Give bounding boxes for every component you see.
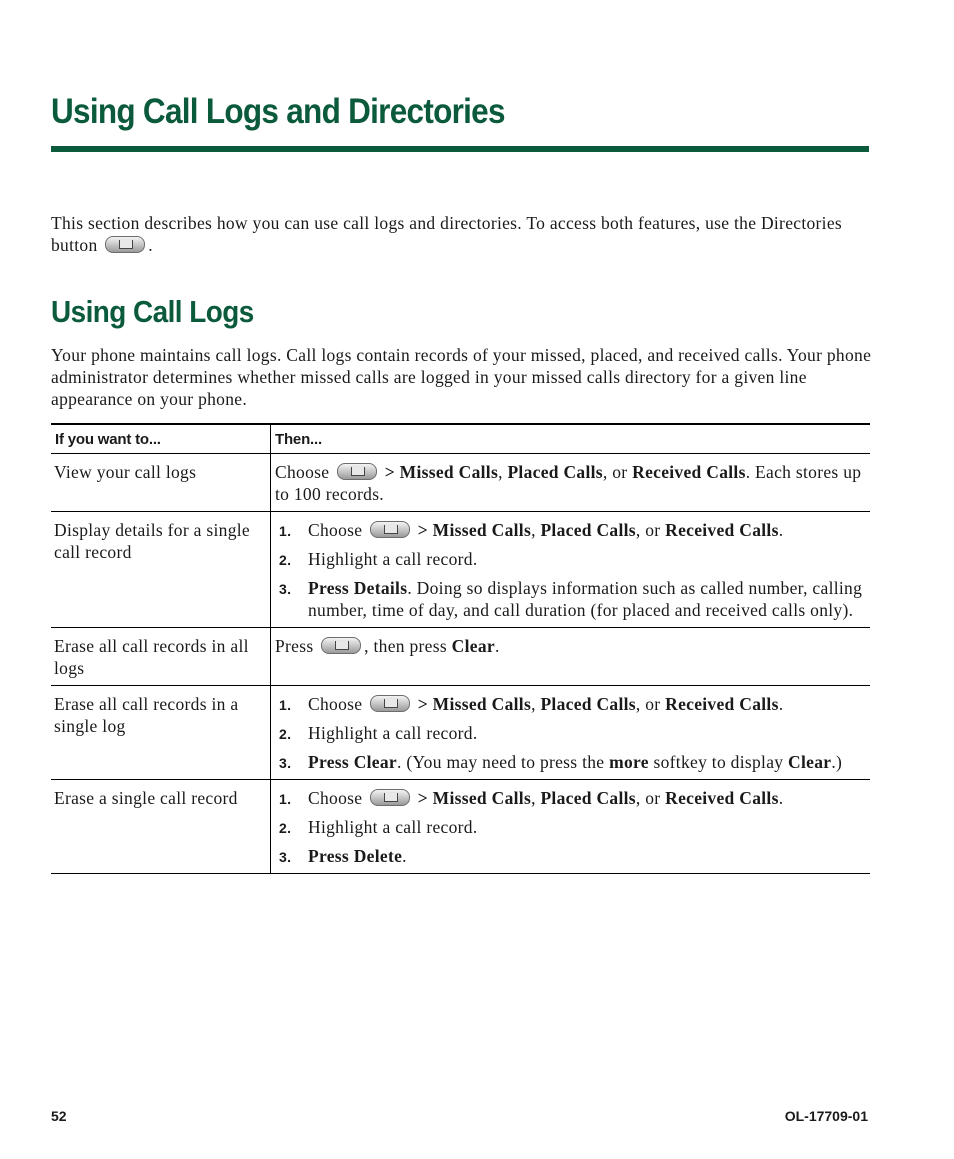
row-task: Erase all call records in all logs: [51, 628, 271, 686]
page-number: 52: [51, 1108, 67, 1124]
directories-button-icon: [370, 521, 410, 538]
step-item: [275, 693, 866, 715]
directories-button-icon: [370, 789, 410, 806]
gt-text: >: [417, 788, 428, 808]
step-number: 3.: [279, 755, 292, 771]
press-delete-text: Press Delete: [308, 846, 403, 866]
step-number: 1.: [279, 791, 292, 807]
comma: ,: [531, 694, 536, 714]
table-row: [51, 686, 870, 780]
step-number: 2.: [279, 726, 292, 742]
step-item: [275, 548, 866, 570]
row-action: [271, 780, 871, 874]
table-row: [51, 512, 870, 628]
step-item: [275, 519, 866, 541]
step-list: [275, 693, 866, 773]
period: .: [778, 694, 784, 714]
highlight-text: Highlight a call record.: [308, 549, 478, 569]
step-item: [275, 751, 866, 773]
row-task: View your call logs: [51, 454, 271, 512]
then-press-text: , then press: [364, 636, 447, 656]
step-item: [275, 816, 866, 838]
comma: ,: [531, 788, 536, 808]
row-task: Erase a single call record: [51, 780, 271, 874]
missed-calls-text: Missed Calls: [432, 520, 532, 540]
received-calls-text: Received Calls: [665, 520, 779, 540]
header-if-you-want: If you want to...: [51, 424, 271, 454]
closing-paren: .): [831, 752, 843, 772]
missed-calls-text: Missed Calls: [399, 462, 499, 482]
table-row: [51, 780, 870, 874]
row-action: [271, 686, 871, 780]
step-number: 1.: [279, 697, 292, 713]
choose-text: Choose: [308, 520, 363, 540]
step-item: [275, 722, 866, 744]
period: .: [494, 636, 500, 656]
table-row: [51, 628, 870, 686]
row-task: Display details for a single call record: [51, 512, 271, 628]
section-title: Using Call Logs: [51, 294, 254, 329]
step-number: 3.: [279, 581, 292, 597]
table-header-row: [51, 424, 870, 454]
page-title: Using Call Logs and Directories: [51, 92, 505, 131]
directories-button-icon: [337, 463, 377, 480]
highlight-text: Highlight a call record.: [308, 723, 478, 743]
missed-calls-text: Missed Calls: [432, 788, 532, 808]
press-text: Press: [275, 636, 314, 656]
step-number: 3.: [279, 849, 292, 865]
intro-paragraph: [51, 212, 871, 256]
directories-button-icon: [105, 236, 145, 253]
placed-calls-text: Placed Calls: [540, 520, 636, 540]
step-list: [275, 787, 866, 867]
press-clear-text: Press Clear: [308, 752, 397, 772]
gt-text: >: [417, 520, 428, 540]
step-number: 2.: [279, 552, 292, 568]
title-rule: [51, 146, 869, 152]
press-details-text: Press Details: [308, 578, 408, 598]
row-action: [271, 512, 871, 628]
received-calls-text: Received Calls: [632, 462, 746, 482]
directories-button-icon: [321, 637, 361, 654]
period: .: [402, 846, 407, 866]
intro-end: .: [148, 235, 153, 255]
comma: ,: [531, 520, 536, 540]
clear-text: Clear: [451, 636, 495, 656]
period: .: [778, 788, 784, 808]
or-text: , or: [635, 694, 661, 714]
document-id: OL-17709-01: [784, 1108, 868, 1124]
placed-calls-text: Placed Calls: [540, 694, 636, 714]
step-item: [275, 577, 866, 621]
table-row: [51, 454, 870, 512]
placed-calls-text: Placed Calls: [540, 788, 636, 808]
intro-text: This section describes how you can use call logs and directories. To access both features, use the Directories button: [51, 213, 843, 255]
placed-calls-text: Placed Calls: [507, 462, 603, 482]
step-list: [275, 519, 866, 621]
choose-text: Choose: [308, 788, 363, 808]
step-number: 2.: [279, 820, 292, 836]
choose-text: Choose: [308, 694, 363, 714]
step-item: [275, 787, 866, 809]
more-softkey-text: more: [609, 752, 649, 772]
period: .: [778, 520, 784, 540]
comma: ,: [498, 462, 503, 482]
section-paragraph: Your phone maintains call logs. Call logs contain records of your missed, placed, and received calls. Your phone administrator determines whether missed calls are logged in your missed calls directory for a given line appearance on your phone.: [51, 345, 872, 409]
highlight-text: Highlight a call record.: [308, 817, 478, 837]
step-item: [275, 845, 866, 867]
gt-text: >: [417, 694, 428, 714]
each-stores-text: . Each stores up to 100 records.: [275, 462, 862, 504]
missed-calls-text: Missed Calls: [432, 694, 532, 714]
received-calls-text: Received Calls: [665, 788, 779, 808]
softkey-description: softkey to display: [653, 752, 784, 772]
call-logs-table: [51, 423, 870, 874]
clear-text: Clear: [788, 752, 832, 772]
header-then: Then...: [271, 424, 871, 454]
received-calls-text: Received Calls: [665, 694, 779, 714]
directories-button-icon: [370, 695, 410, 712]
details-description: . Doing so displays information such as called number, calling number, time of day, and call duration (for placed and received calls only).: [308, 578, 863, 620]
row-action: [271, 454, 871, 512]
row-task: Erase all call records in a single log: [51, 686, 271, 780]
row-action: [271, 628, 871, 686]
clear-description: . (You may need to press the: [397, 752, 605, 772]
gt-text: >: [384, 462, 395, 482]
or-text: , or: [635, 520, 661, 540]
step-number: 1.: [279, 523, 292, 539]
choose-text: Choose: [275, 462, 330, 482]
or-text: , or: [635, 788, 661, 808]
or-text: , or: [602, 462, 628, 482]
